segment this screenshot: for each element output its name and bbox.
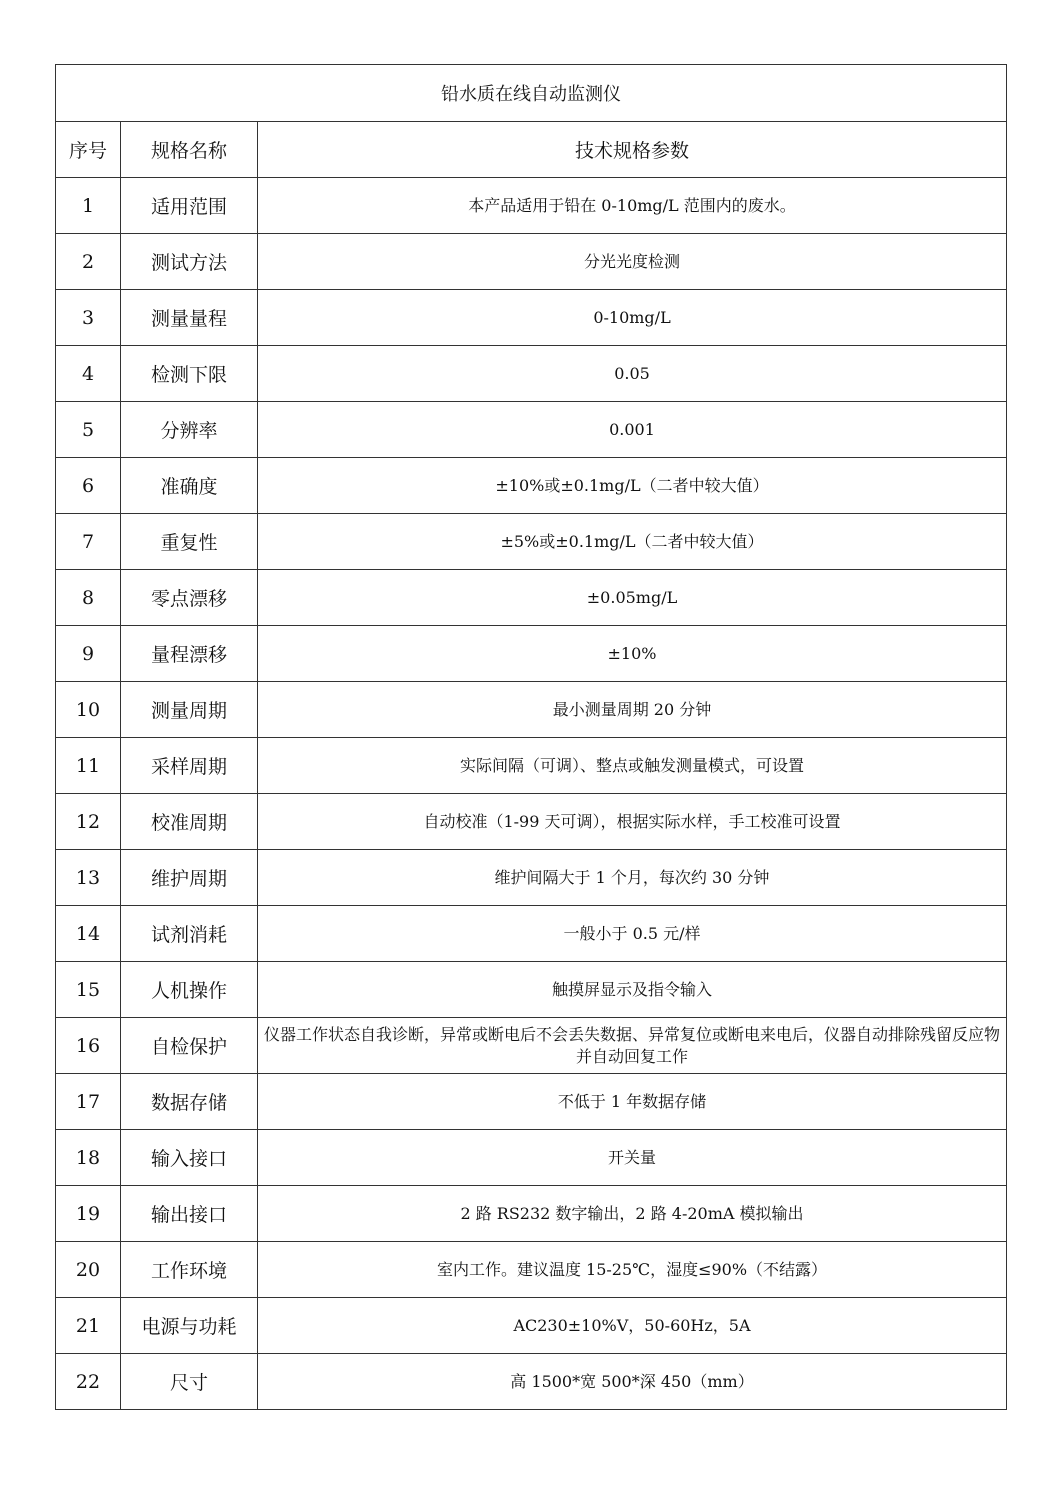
- spec-name: 重复性: [121, 514, 258, 570]
- spec-name: 人机操作: [121, 962, 258, 1018]
- spec-name: 自检保护: [121, 1018, 258, 1074]
- spec-value: 触摸屏显示及指令输入: [258, 962, 1007, 1018]
- spec-name: 输入接口: [121, 1130, 258, 1186]
- table-row: [56, 1186, 1007, 1242]
- table-row: [56, 794, 1007, 850]
- spec-value: 最小测量周期 20 分钟: [258, 682, 1007, 738]
- table-row: [56, 1298, 1007, 1354]
- table-row: [56, 962, 1007, 1018]
- table-row: [56, 682, 1007, 738]
- row-number: 16: [56, 1018, 121, 1074]
- table-row: [56, 514, 1007, 570]
- row-number: 19: [56, 1186, 121, 1242]
- row-number: 21: [56, 1298, 121, 1354]
- spec-value: AC230±10%V，50-60Hz，5A: [258, 1298, 1007, 1354]
- spec-value: 0-10mg/L: [258, 290, 1007, 346]
- spec-value: 不低于 1 年数据存储: [258, 1074, 1007, 1130]
- row-number: 8: [56, 570, 121, 626]
- row-number: 22: [56, 1354, 121, 1410]
- spec-value: 仪器工作状态自我诊断，异常或断电后不会丢失数据、异常复位或断电来电后，仪器自动排除残留反应物并自动回复工作: [258, 1018, 1007, 1074]
- spec-name: 零点漂移: [121, 570, 258, 626]
- table-row: [56, 290, 1007, 346]
- row-number: 1: [56, 178, 121, 234]
- spec-name: 工作环境: [121, 1242, 258, 1298]
- spec-value: 一般小于 0.5 元/样: [258, 906, 1007, 962]
- spec-value: ±10%: [258, 626, 1007, 682]
- row-number: 7: [56, 514, 121, 570]
- table-row: [56, 178, 1007, 234]
- table-row: [56, 1018, 1007, 1074]
- spec-value: ±5%或±0.1mg/L（二者中较大值）: [258, 514, 1007, 570]
- table-row: [56, 402, 1007, 458]
- spec-value: 本产品适用于铅在 0-10mg/L 范围内的废水。: [258, 178, 1007, 234]
- spec-value: 分光光度检测: [258, 234, 1007, 290]
- header-name: 规格名称: [121, 122, 258, 178]
- table-row: [56, 234, 1007, 290]
- row-number: 10: [56, 682, 121, 738]
- spec-name: 数据存储: [121, 1074, 258, 1130]
- table-row: [56, 1074, 1007, 1130]
- spec-value: ±0.05mg/L: [258, 570, 1007, 626]
- row-number: 20: [56, 1242, 121, 1298]
- spec-name: 测量量程: [121, 290, 258, 346]
- spec-value: 0.05: [258, 346, 1007, 402]
- spec-name: 测试方法: [121, 234, 258, 290]
- table-row: [56, 1354, 1007, 1410]
- header-no: 序号: [56, 122, 121, 178]
- spec-value: 室内工作。建议温度 15-25℃，湿度≤90%（不结露）: [258, 1242, 1007, 1298]
- table-row: [56, 906, 1007, 962]
- table-row: [56, 1242, 1007, 1298]
- table-header-row: [56, 122, 1007, 178]
- table-row: [56, 738, 1007, 794]
- table-row: [56, 458, 1007, 514]
- table-title-row: [56, 65, 1007, 122]
- spec-name: 测量周期: [121, 682, 258, 738]
- spec-value: 维护间隔大于 1 个月，每次约 30 分钟: [258, 850, 1007, 906]
- table-row: [56, 850, 1007, 906]
- table-title: 铅水质在线自动监测仪: [56, 65, 1007, 122]
- row-number: 4: [56, 346, 121, 402]
- spec-value: 2 路 RS232 数字输出，2 路 4-20mA 模拟输出: [258, 1186, 1007, 1242]
- row-number: 3: [56, 290, 121, 346]
- spec-name: 检测下限: [121, 346, 258, 402]
- spec-name: 采样周期: [121, 738, 258, 794]
- table-row: [56, 346, 1007, 402]
- row-number: 5: [56, 402, 121, 458]
- spec-name: 准确度: [121, 458, 258, 514]
- row-number: 12: [56, 794, 121, 850]
- spec-value: 高 1500*宽 500*深 450（mm）: [258, 1354, 1007, 1410]
- spec-name: 维护周期: [121, 850, 258, 906]
- row-number: 2: [56, 234, 121, 290]
- header-spec: 技术规格参数: [258, 122, 1007, 178]
- spec-name: 电源与功耗: [121, 1298, 258, 1354]
- spec-name: 试剂消耗: [121, 906, 258, 962]
- row-number: 17: [56, 1074, 121, 1130]
- spec-name: 适用范围: [121, 178, 258, 234]
- row-number: 6: [56, 458, 121, 514]
- table-row: [56, 1130, 1007, 1186]
- spec-value: 自动校准（1-99 天可调），根据实际水样，手工校准可设置: [258, 794, 1007, 850]
- spec-table: [55, 64, 1007, 1410]
- row-number: 15: [56, 962, 121, 1018]
- spec-name: 尺寸: [121, 1354, 258, 1410]
- row-number: 18: [56, 1130, 121, 1186]
- spec-name: 量程漂移: [121, 626, 258, 682]
- table-row: [56, 570, 1007, 626]
- spec-name: 分辨率: [121, 402, 258, 458]
- spec-name: 输出接口: [121, 1186, 258, 1242]
- spec-value: ±10%或±0.1mg/L（二者中较大值）: [258, 458, 1007, 514]
- row-number: 11: [56, 738, 121, 794]
- row-number: 9: [56, 626, 121, 682]
- row-number: 13: [56, 850, 121, 906]
- spec-value: 实际间隔（可调）、整点或触发测量模式，可设置: [258, 738, 1007, 794]
- spec-value: 开关量: [258, 1130, 1007, 1186]
- table-row: [56, 626, 1007, 682]
- spec-name: 校准周期: [121, 794, 258, 850]
- spec-value: 0.001: [258, 402, 1007, 458]
- row-number: 14: [56, 906, 121, 962]
